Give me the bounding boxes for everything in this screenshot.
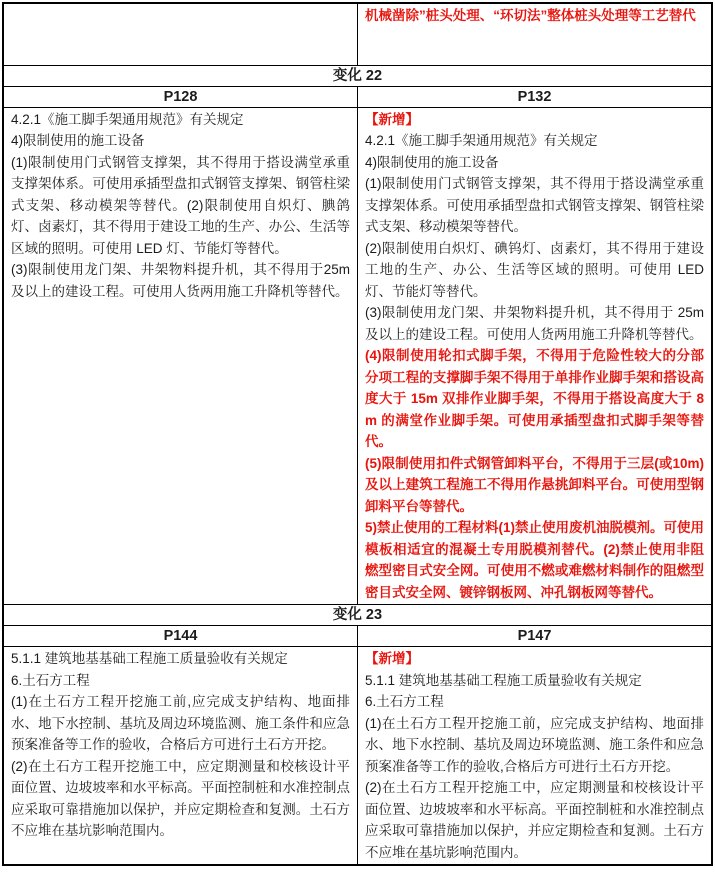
new-paragraph: (1)限制使用门式钢管支撑架，其不得用于搭设满堂承重支撑架体系。可使用承插型盘扣式钢管支撑架、钢管柱梁式支架、移动模架等替代。	[365, 176, 704, 234]
new-paragraph-added: (5)限制使用扣件式钢管卸料平台，不得用于三层(或10m)及以上建筑工程施工不得用作悬挑卸料平台。可使用型钢卸料平台等替代。	[365, 455, 704, 514]
old-paragraph: (3)限制使用龙门架、井架物料提升机，其不得用于25m 及以上的建设工程。可使用人货两用施工升降机等替代。	[11, 262, 350, 299]
change-23-page-row	[3, 626, 712, 647]
change-22-new-cell	[358, 107, 713, 605]
page-ref-p132: P132	[358, 86, 713, 107]
change-23-row	[3, 605, 712, 626]
new-paragraph-added: (4)限制使用轮扣式脚手架，不得用于危险性较大的分部分项工程的支撑脚手架不得用于单排作业脚手架和搭设高度大于 15m 双排作业脚手架，不得用于搭设高度大于 8m 的满堂作业脚手架。可使用承插型盘扣式脚手架等替代。	[365, 348, 704, 449]
new-paragraph-added: 5)禁止使用的工程材料(1)禁止使用废机油脱模剂。可使用模板相适宜的混凝土专用脱模剂替代。(2)禁止使用非阻燃型密目式安全网。可使用不燃或难燃材料制作的阻燃型密目式安全网、镀锌钢板网、冲孔钢板网等替代。	[365, 520, 705, 600]
old-paragraph: 5.1.1 建筑地基基础工程施工质量验收有关规定	[11, 651, 288, 666]
change-23-old-cell	[3, 647, 358, 866]
new-paragraph: (3)限制使用龙门架、井架物料提升机，其不得用于 25m 及以上的建设工程。可使用人货两用施工升降机等替代。	[365, 305, 704, 342]
old-paragraph: 6.土石方工程	[11, 672, 90, 688]
new-paragraph: 6.土石方工程	[365, 694, 444, 709]
regulation-comparison-table	[2, 2, 713, 866]
new-paragraph: 5.1.1 建筑地基基础工程施工质量验收有关规定	[365, 672, 642, 688]
change-22-label: 变化 22	[3, 65, 712, 86]
page-ref-p144: P144	[3, 626, 358, 647]
change-22-page-row	[3, 86, 712, 107]
new-paragraph: (2)限制使用白炽灯、碘钨灯、卤素灯，其不得用于建设工地的生产、办公、生活等区域的照明。可使用 LED 灯、节能灯等替代。	[365, 240, 704, 299]
change-23-new-cell	[358, 647, 713, 866]
new-paragraph: 4.2.1《施工脚手架通用规范》有关规定	[365, 133, 598, 148]
change-23-label: 变化 23	[3, 605, 712, 626]
old-paragraph: (1)限制使用门式钢管支撑架，其不得用于搭设满堂承重支撑架体系。可使用承插型盘扣式钢管支撑架、钢管柱梁式支架、移动模架等替代。(2)限制使用自炽灯、腆鸽灯、卤素灯，其不得用于建设工地的生产、办公、生活等区域的照明。可使用 LED 灯、节能灯等替代。	[11, 154, 350, 256]
page-ref-p147: P147	[358, 626, 713, 647]
new-paragraph: (1)在土石方工程开挖施工前，应完成支护结构、地面排水、地下水控制、基坑及周边环境监测、施工条件和应急预案准备等工作的验收,合格后方可进行土石方开挖。	[365, 715, 704, 774]
intro-right-text: 机械凿除”桩头处理、“环切法”整体桩头处理等工艺替代	[365, 8, 696, 23]
new-tag: 【新增】	[365, 651, 419, 666]
change-22-row	[3, 65, 712, 86]
new-paragraph: 4)限制使用的施工设备	[365, 154, 499, 170]
change-22-old-cell	[3, 107, 358, 605]
intro-left-cell	[3, 3, 358, 65]
intro-right-cell	[358, 3, 713, 65]
old-paragraph: (2)在土石方工程开挖施工中，应定期测量和校核设计平面位置、边坡坡率和水平标高。平面控制桩和水准控制点应采取可靠措施加以保护，并应定期检查和复测。土石方不应堆在基坑影响范围内。	[11, 758, 350, 838]
old-paragraph: 4.2.1《施工脚手架通用规范》有关规定	[11, 111, 244, 127]
new-paragraph: (2)在土石方工程开挖施工中，应定期测量和校核设计平面位置、边坡坡率和水平标高。平面控制桩和水准控制点应采取可靠措施加以保护，并应定期检查和复测。土石方不应堆在基坑影响范围内。	[365, 780, 704, 860]
change-23-body-row	[3, 647, 712, 866]
page-ref-p128: P128	[3, 86, 358, 107]
change-22-body-row	[3, 107, 712, 605]
old-paragraph: (1)在土石方工程开挖施工前,应完成支护结构、地面排水、地下水控制、基坑及周边环境监测、施工条件和应急预案准备等工作的验收，合格后方可进行土石方开挖。	[11, 694, 350, 752]
new-tag: 【新增】	[365, 111, 419, 127]
intro-row	[3, 3, 712, 65]
old-paragraph: 4)限制使用的施工设备	[11, 133, 145, 148]
